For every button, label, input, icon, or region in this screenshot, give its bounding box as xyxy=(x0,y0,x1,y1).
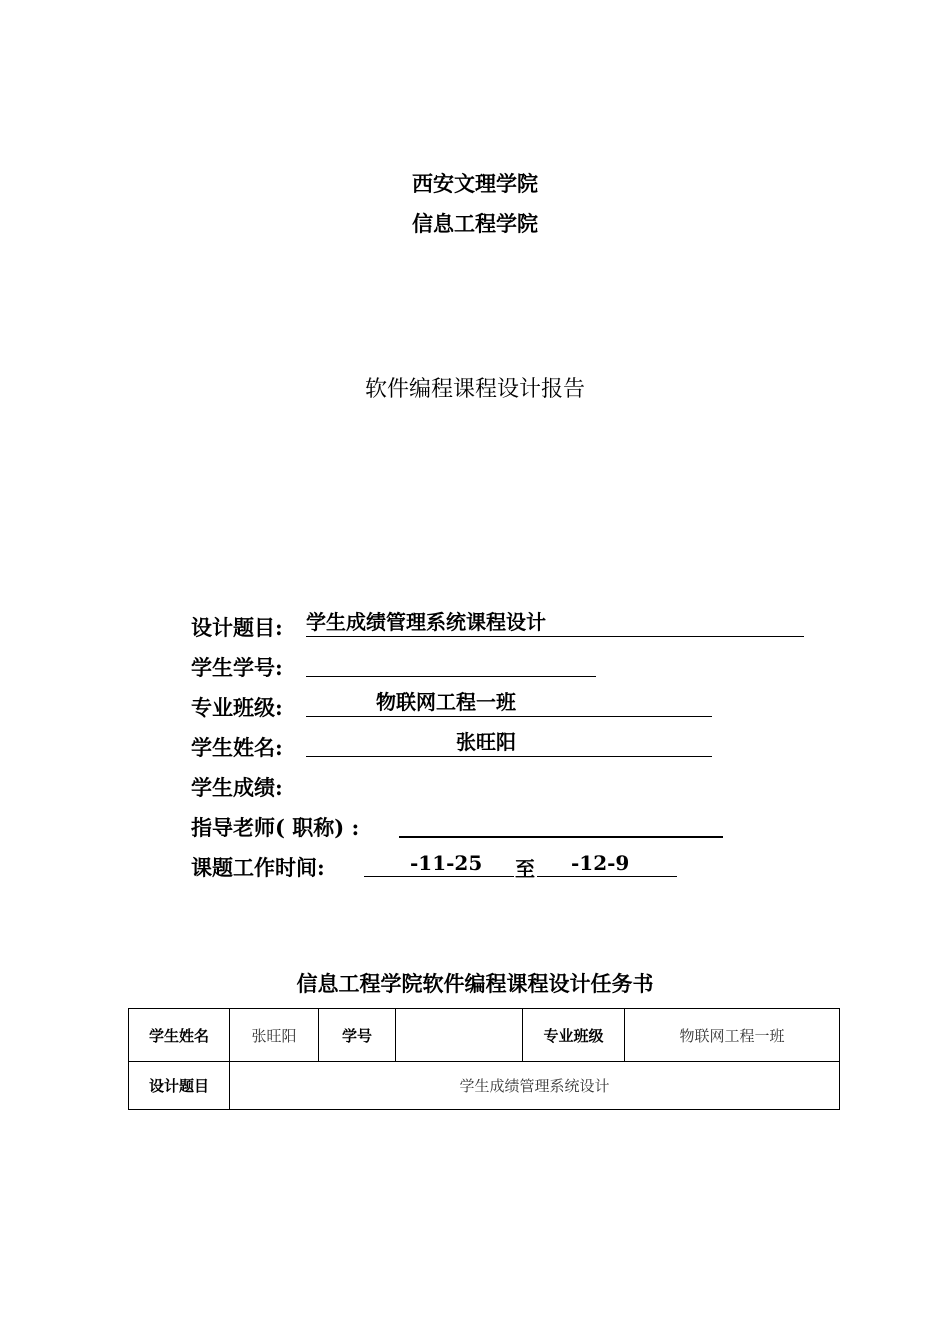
task-book-title: 信息工程学院软件编程课程设计任务书 xyxy=(296,972,654,996)
period-label: 课题工作时间: xyxy=(191,855,325,880)
topic-value: 学生成绩管理系统课程设计 xyxy=(306,610,546,634)
period-end-value: -12-9 xyxy=(571,851,630,875)
name-header-cell: 学生姓名 xyxy=(129,1009,230,1062)
name-value-cell: 张旺阳 xyxy=(230,1009,319,1062)
advisor-field xyxy=(399,810,723,838)
period-separator: 至 xyxy=(515,857,535,881)
class-value: 物联网工程一班 xyxy=(376,690,516,714)
period-start-value: -11-25 xyxy=(410,851,483,875)
id-header-cell: 学号 xyxy=(319,1009,396,1062)
grade-label: 学生成绩: xyxy=(191,775,283,800)
university-name: 西安文理学院 xyxy=(412,171,538,196)
college-name: 信息工程学院 xyxy=(412,211,538,236)
student-id-field xyxy=(306,650,596,677)
student-id-label: 学生学号: xyxy=(191,655,283,680)
advisor-label: 指导老师( 职称) : xyxy=(191,815,360,840)
table-row xyxy=(129,1009,840,1062)
name-field xyxy=(306,730,712,757)
class-label: 专业班级: xyxy=(191,695,283,720)
table-row xyxy=(129,1062,840,1110)
topic-label: 设计题目: xyxy=(191,615,283,640)
topic-value-cell: 学生成绩管理系统设计 xyxy=(230,1062,840,1110)
name-label: 学生姓名: xyxy=(191,735,283,760)
task-book-table xyxy=(128,1008,840,1110)
class-value-cell: 物联网工程一班 xyxy=(625,1009,840,1062)
class-field xyxy=(306,690,712,717)
period-start-field xyxy=(364,850,514,877)
period-end-field xyxy=(537,850,677,877)
topic-header-cell: 设计题目 xyxy=(129,1062,230,1110)
id-value-cell xyxy=(396,1009,523,1062)
report-title: 软件编程课程设计报告 xyxy=(364,377,585,402)
class-header-cell: 专业班级 xyxy=(523,1009,625,1062)
name-value: 张旺阳 xyxy=(456,730,516,754)
topic-field xyxy=(306,610,804,637)
